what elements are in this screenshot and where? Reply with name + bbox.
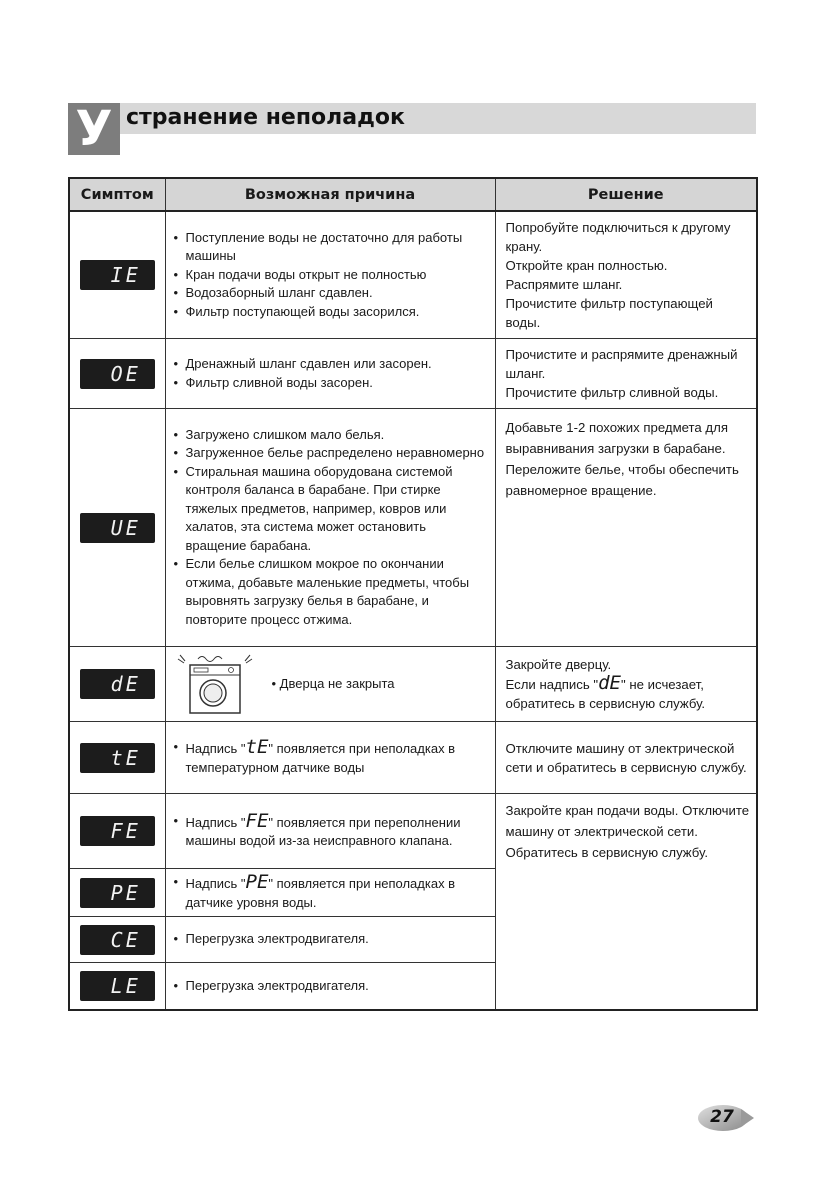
header-symptom: Симптом [69, 178, 165, 211]
inline-error-code: PE [245, 871, 269, 893]
error-code-display-ue: UE [80, 513, 155, 543]
cause-item: • Поступление воды не достаточно для работы машины [174, 229, 487, 266]
page-title: странение неполадок [126, 105, 405, 130]
error-code-display-te: tE [80, 743, 155, 773]
cause-item: • Кран подачи воды открыт не полностью [174, 266, 487, 285]
solution-line: Откройте кран полностью. [505, 258, 668, 273]
cause-item: • Перегрузка электродвигателя. [174, 930, 487, 949]
washing-machine-icon [176, 653, 254, 715]
error-code-display-pe: PE [80, 878, 155, 908]
cause-item: • Надпись "FE" появляется при переполнении машины водой из-за неисправного клапана. [174, 812, 487, 851]
inline-error-code: FE [245, 809, 269, 832]
cause-item: • Фильтр поступающей воды засорился. [174, 303, 487, 322]
troubleshooting-table [68, 177, 758, 1011]
table-row [69, 647, 757, 722]
table-row [69, 211, 757, 339]
solution-line: Закройте дверцу. [505, 657, 612, 672]
cause-item: • Стиральная машина оборудована системой контроля баланса в барабане. При стирке тяжелых предметов, например, ковров или халатов, эта система может остановить вращение барабана. [174, 463, 487, 556]
cause-item: • Фильтр сливной воды засорен. [174, 374, 487, 393]
solution-line: Прочистите и распрямите дренажный шланг. [505, 347, 738, 381]
error-code-display-le: LE [80, 971, 155, 1001]
solution-line: Добавьте 1-2 похожих предмета для выравнивания загрузки в барабане. [505, 420, 728, 456]
inline-error-code: dE [598, 672, 621, 694]
cause-item: • Перегрузка электродвигателя. [174, 977, 487, 996]
cause-item: • Загружено слишком мало белья. [174, 426, 487, 445]
error-code-display-ce: CE [80, 925, 155, 955]
solution-line: Попробуйте подключиться к другому крану. [505, 220, 731, 254]
cause-item: • Если белье слишком мокрое по окончании отжима, добавьте маленькие предметы, чтобы выровнять загрузку белья в барабане, и повторите процесс отжима. [174, 555, 487, 629]
solution-line: Распрямите шланг. [505, 277, 623, 292]
inline-error-code: tE [245, 736, 269, 758]
cause-item: • Дверца не закрыта [271, 675, 395, 691]
error-code-display-de: dE [80, 669, 155, 699]
solution-line: Прочистите фильтр сливной воды. [505, 385, 719, 400]
table-row [69, 794, 757, 869]
cause-item: • Водозаборный шланг сдавлен. [174, 284, 487, 303]
cause-item: • Надпись "PE" появляется при неполадках в датчике уровня воды. [174, 873, 487, 912]
table-row [69, 339, 757, 409]
solution-line: Прочистите фильтр поступающей воды. [505, 296, 713, 330]
solution-line: Закройте кран подачи воды. Отключите машину от электрической сети. Обратитесь в сервисную службу. [505, 803, 750, 860]
title-initial-box: У [68, 103, 120, 155]
header-solution: Решение [495, 178, 757, 211]
error-code-display-ie: IE [80, 260, 155, 290]
error-code-display-fe: FE [80, 816, 155, 846]
page-number: 27 [710, 1107, 734, 1127]
cause-item: • Дренажный шланг сдавлен или засорен. [174, 355, 487, 374]
error-code-display-oe: OE [80, 359, 155, 389]
solution-line: Если надпись "dE" не исчезает, обратитесь в сервисную службу. [505, 672, 706, 711]
solution-line: Отключите машину от электрической сети и обратитесь в сервисную службу. [505, 740, 747, 775]
cause-item: • Надпись "tE" появляется при неполадках в температурном датчике воды [174, 738, 487, 777]
table-row [69, 722, 757, 794]
cause-item: • Загруженное белье распределено неравномерно [174, 444, 487, 463]
table-header-row [69, 178, 757, 211]
table-row [69, 409, 757, 647]
solution-line: Переложите белье, чтобы обеспечить равномерное вращение. [505, 462, 739, 498]
header-cause: Возможная причина [165, 178, 495, 211]
